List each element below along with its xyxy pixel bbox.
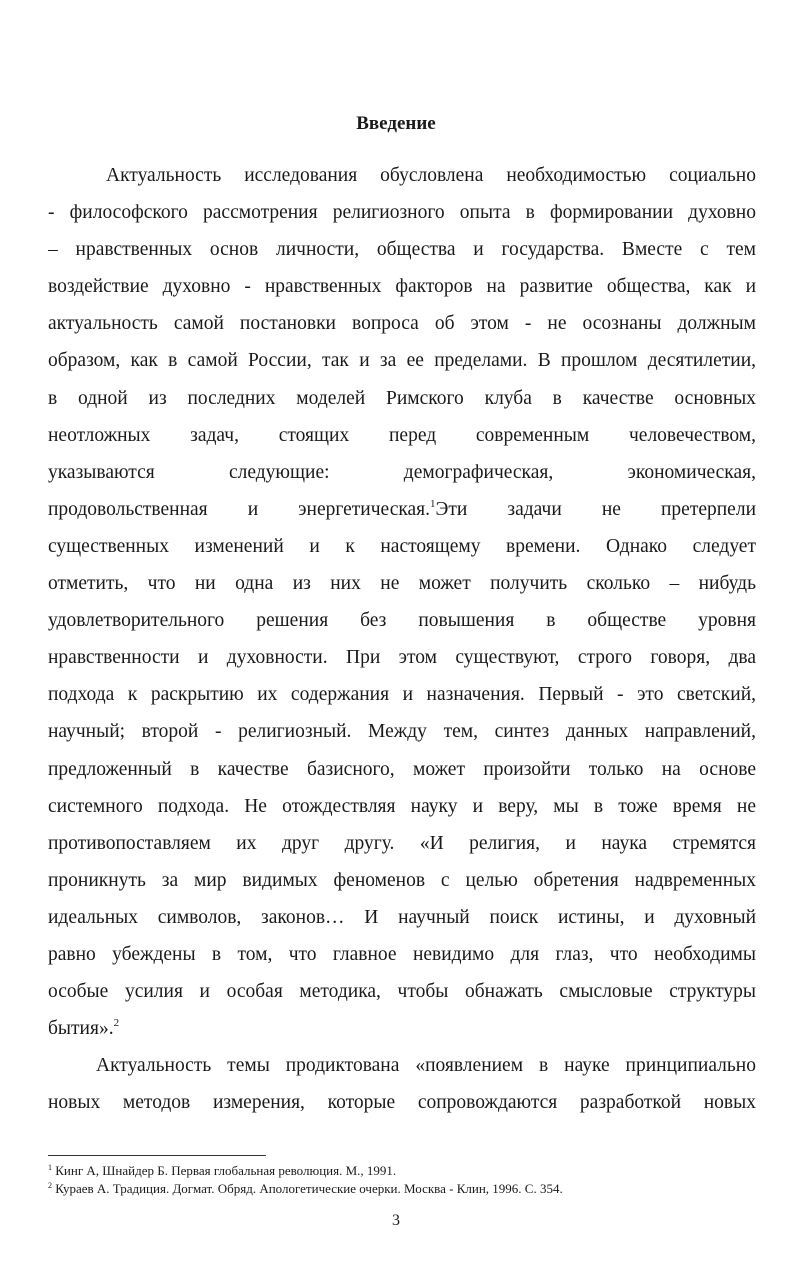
text-fragment: Эти задачи не претерпели [435, 498, 756, 520]
footnotes [48, 1162, 756, 1198]
footnote-number: 1 [48, 1163, 52, 1172]
text-line: – нравственных основ личности, общества и государства. Вместе с тем [48, 239, 756, 261]
text-line: подхода к раскрытию их содержания и назначения. Первый - это светский, [48, 684, 756, 706]
text-line: особые усилия и особая методика, чтобы обнажать смысловые структуры [48, 981, 756, 1003]
text-line-last [48, 1010, 756, 1047]
text-line: научный; второй - религиозный. Между тем, синтез данных направлений, [48, 721, 756, 743]
footnote-number: 2 [48, 1181, 52, 1190]
footnote-divider [48, 1155, 266, 1156]
text-line: нравственности и духовности. При этом существуют, строго говоря, два [48, 647, 756, 669]
text-line: новых методов измерения, которые сопровождаются разработкой новых [48, 1092, 756, 1114]
text-fragment: продовольственная и энергетическая. [48, 498, 431, 520]
text-line: в одной из последних моделей Римского клуба в качестве основных [48, 387, 756, 409]
page-number: 3 [392, 1212, 400, 1229]
text-line: отметить, что ни одна из них не может получить сколько – нибудь [48, 573, 756, 595]
footnote-2 [48, 1180, 756, 1198]
footnote-ref-1: 1 [430, 497, 436, 510]
footnote-ref-2: 2 [113, 1017, 120, 1030]
text-line: равно убеждены в том, что главное невидимо для глаз, что необходимы [48, 943, 756, 965]
footnote-1 [48, 1162, 756, 1180]
text-line: неотложных задач, стоящих перед современным человечеством, [48, 424, 756, 446]
section-title: Введение [356, 113, 436, 134]
text-line: актуальность самой постановки вопроса об этом - не осознаны должным [48, 313, 756, 335]
text-line: воздействие духовно - нравственных факторов на развитие общества, как и [48, 276, 756, 298]
text-line-with-footnote [48, 491, 756, 528]
text-line: проникнуть за мир видимых феноменов с целью обретения надвременных [48, 869, 756, 891]
paragraph-1 [48, 157, 756, 1047]
paragraph-2 [48, 1047, 756, 1121]
text-line: системного подхода. Не отождествляя науку и веру, мы в тоже время не [48, 795, 756, 817]
footnote-text: Кинг А, Шнайдер Б. Первая глобальная революция. М., 1991. [55, 1163, 397, 1178]
text-line: - философского рассмотрения религиозного опыта в формировании духовно [48, 202, 756, 224]
text-fragment: бытия». [48, 1018, 114, 1040]
text-line: удовлетворительного решения без повышения в обществе уровня [48, 610, 756, 632]
text-line: Актуальность темы продиктована «появлением в науке принципиально [96, 1055, 756, 1077]
text-line: образом, как в самой России, так и за ее пределами. В прошлом десятилетии, [48, 350, 756, 372]
text-line: указываются следующие: демографическая, экономическая, [48, 461, 756, 483]
text-line: идеальных символов, законов… И научный поиск истины, и духовный [48, 906, 756, 928]
text-line: противопоставляем их друг другу. «И религия, и наука стремятся [48, 832, 756, 854]
footnote-text: Кураев А. Традиция. Догмат. Обряд. Апологетические очерки. Москва - Клин, 1996. С. 354. [55, 1181, 563, 1196]
body-text [48, 157, 756, 1121]
text-line: Актуальность исследования обусловлена необходимостью социально [106, 165, 756, 186]
text-line: существенных изменений и к настоящему времени. Однако следует [48, 535, 756, 557]
text-line: предложенный в качестве базисного, может произойти только на основе [48, 758, 756, 780]
